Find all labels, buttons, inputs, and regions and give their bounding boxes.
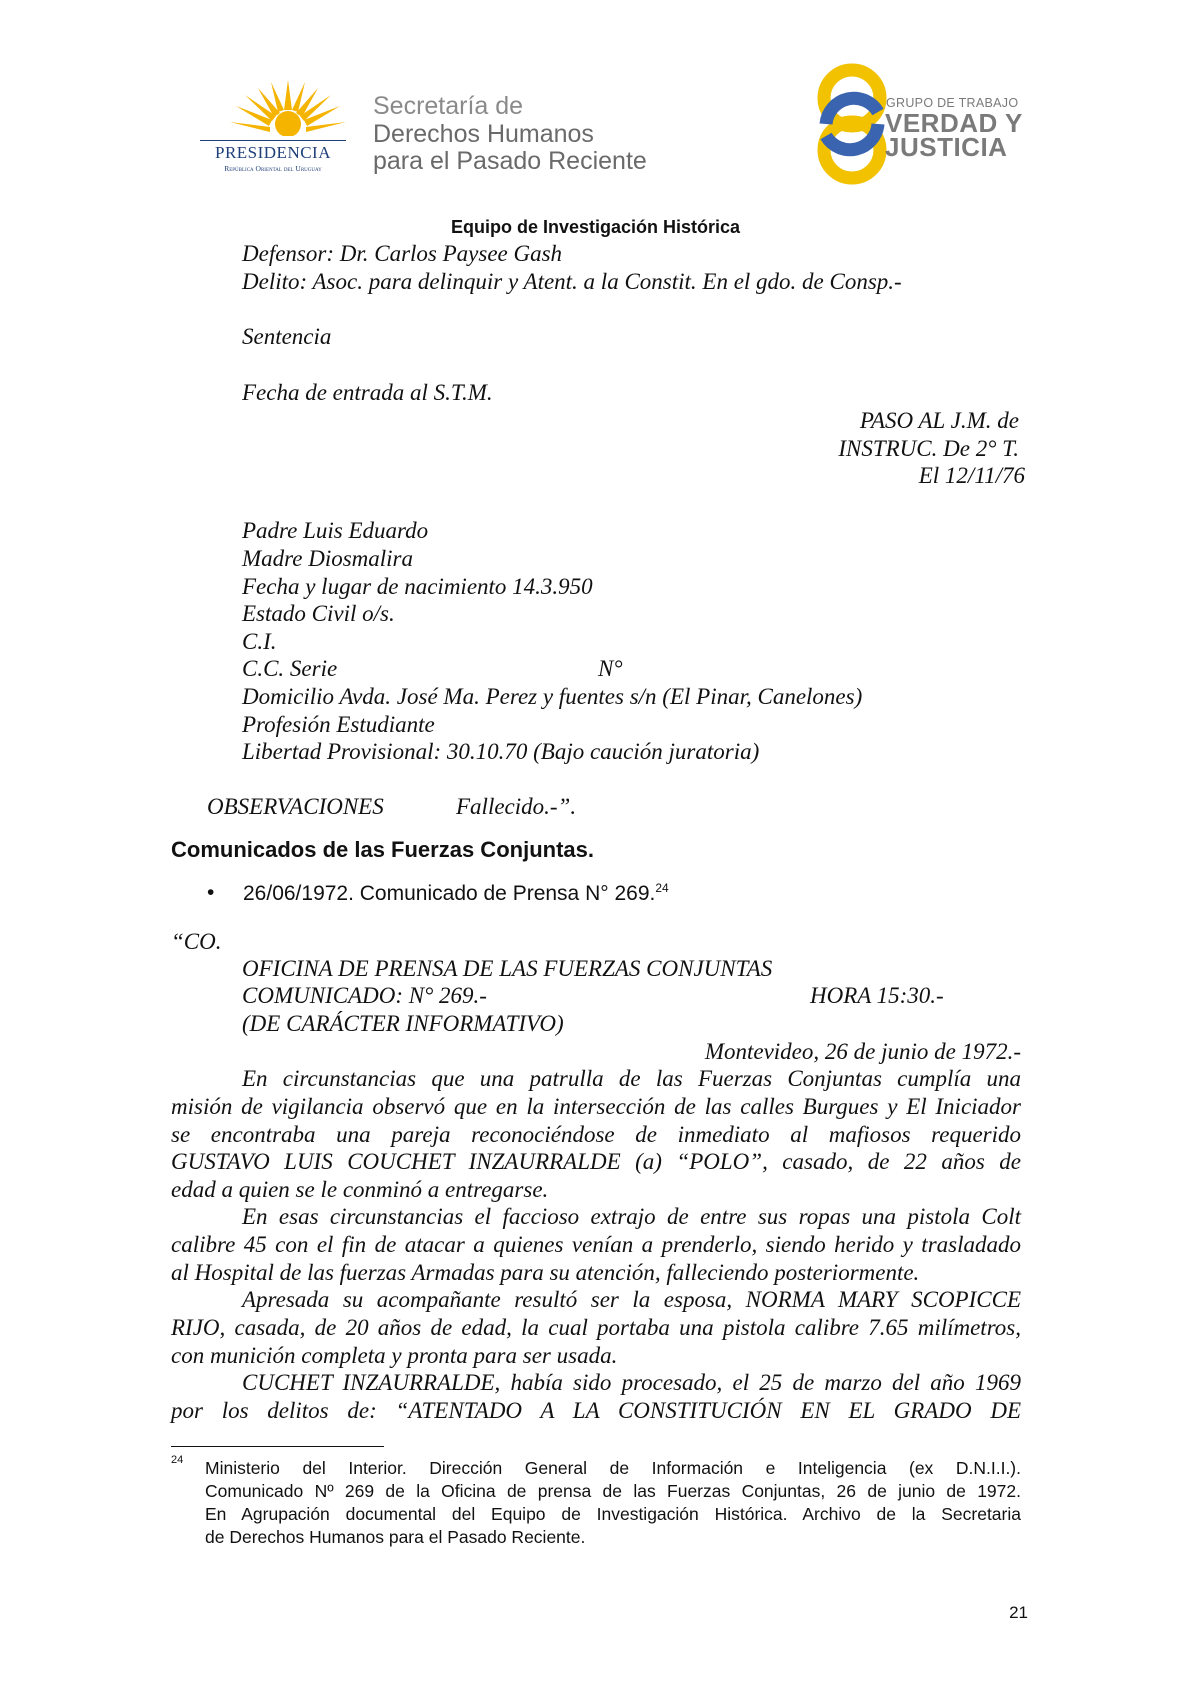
footnote-line-3: En Agrupación documental del Equipo de Investigación Histórica. Archivo de la Secretaria: [205, 1504, 1021, 1524]
lugar-fecha-line: Montevideo, 26 de junio de 1972.-: [704, 1039, 1021, 1064]
p3-line-3: con munición completa y pronta para ser usada.: [171, 1343, 618, 1368]
sentencia-line: Sentencia: [242, 324, 332, 349]
p1-line-1: En circunstancias que una patrulla de las Fuerzas Conjuntas cumplía una: [242, 1066, 1021, 1091]
secretaria-line-2: Derechos Humanos: [373, 120, 594, 148]
cc-serie-line: C.C. Serie: [242, 656, 338, 681]
p2-line-3: al Hospital de las fuerzas Armadas para su atención, falleciendo posteriormente.: [171, 1260, 920, 1285]
footnote-number: 24: [171, 1454, 184, 1466]
presidencia-label: PRESIDENCIA: [214, 143, 331, 162]
paso-line-1: PASO AL J.M. de: [859, 408, 1019, 433]
p4-line-1: CUCHET INZAURRALDE, había sido procesado, el 25 de marzo del año 1969: [242, 1370, 1021, 1395]
ci-line: C.I.: [242, 629, 277, 654]
oficina-line: OFICINA DE PRENSA DE LAS FUERZAS CONJUNTAS: [242, 956, 773, 981]
p1-line-2: misión de vigilancia observó que en la intersección de las calles Burgues y El Iniciador: [171, 1094, 1021, 1119]
caracter-line: (DE CARÁCTER INFORMATIVO): [242, 1011, 564, 1036]
bullet-text: 26/06/1972. Comunicado de Prensa N° 269.: [243, 882, 656, 905]
bullet-item: [243, 881, 669, 906]
defensor-line: Defensor: Dr. Carlos Paysee Gash: [242, 241, 563, 266]
padre-line: Padre Luis Eduardo: [242, 518, 429, 543]
p3-line-1: Apresada su acompañante resultó ser la esposa, NORMA MARY SCOPICCE: [242, 1287, 1021, 1312]
secretaria-line-3: para el Pasado Reciente: [373, 147, 647, 175]
p1-line-3: se encontraba una pareja reconociéndose de inmediato al mafiosos requerido: [171, 1122, 1021, 1147]
grupo-line-3: JUSTICIA: [885, 132, 1008, 162]
footnote-separator: [171, 1446, 384, 1447]
p1-line-5: edad a quien se le conminó a entregarse.: [171, 1177, 549, 1202]
domicilio-line: Domicilio Avda. José Ma. Perez y fuentes s/n (El Pinar, Canelones): [242, 684, 863, 709]
presidencia-underline: [200, 140, 346, 141]
p4-line-2: por los delitos de: “ATENTADO A LA CONSTITUCIÓN EN EL GRADO DE: [171, 1398, 1021, 1423]
delito-line: Delito: Asoc. para delinquir y Atent. a la Constit. En el gdo. de Consp.-: [242, 269, 902, 294]
comunicado-numero: COMUNICADO: N° 269.-: [242, 983, 487, 1008]
cc-numero: N°: [598, 656, 623, 681]
paso-line-2: INSTRUC. De 2° T.: [838, 436, 1019, 461]
p2-line-2: calibre 45 con el fin de atacar a quienes venían a prenderlo, siendo herido y trasladado: [171, 1232, 1021, 1257]
page-number: 21: [1009, 1603, 1028, 1622]
nacimiento-line: Fecha y lugar de nacimiento 14.3.950: [242, 574, 593, 599]
equipo-title: Equipo de Investigación Histórica: [450, 217, 741, 237]
section-title: Comunicados de las Fuerzas Conjuntas.: [171, 837, 594, 862]
footnote-line-2: Comunicado Nº 269 de la Oficina de prensa de las Fuerzas Conjuntas, 26 de junio de 1972.: [205, 1481, 1021, 1501]
secretaria-line-1: Secretaría de: [373, 92, 524, 120]
profesion-line: Profesión Estudiante: [242, 712, 435, 737]
paso-line-3: El 12/11/76: [918, 463, 1025, 488]
verdad-justicia-rings-icon: [808, 62, 896, 186]
grupo-line-2: VERDAD Y: [885, 108, 1023, 138]
footnote-line-1: Ministerio del Interior. Dirección General de Información e Inteligencia (ex D.N.I.I.).: [205, 1458, 1021, 1478]
sun-logo-icon: [228, 80, 348, 142]
republica-label: República Oriental del Uruguay: [224, 164, 322, 173]
grupo-line-1: GRUPO DE TRABAJO: [886, 96, 1019, 110]
libertad-line: Libertad Provisional: 30.10.70 (Bajo caución juratoria): [242, 739, 760, 764]
observaciones-value: Fallecido.-”.: [456, 794, 577, 819]
bullet-marker: •: [207, 881, 215, 904]
estado-civil-line: Estado Civil o/s.: [242, 601, 395, 626]
madre-line: Madre Diosmalira: [242, 546, 414, 571]
fecha-entrada-line: Fecha de entrada al S.T.M.: [242, 380, 493, 405]
footnote-ref: 24: [655, 881, 669, 895]
co-line: “CO.: [171, 929, 222, 954]
observaciones-label: OBSERVACIONES: [207, 794, 384, 819]
footnote-line-4: de Derechos Humanos para el Pasado Reciente.: [205, 1527, 586, 1547]
comunicado-hora: HORA 15:30.-: [810, 983, 944, 1008]
p1-line-4: GUSTAVO LUIS COUCHET INZAURRALDE (a) “POLO”, casado, de 22 años de: [171, 1149, 1021, 1174]
p3-line-2: RIJO, casada, de 20 años de edad, la cual portaba una pistola calibre 7.65 milímetros,: [171, 1315, 1021, 1340]
p2-line-1: En esas circunstancias el faccioso extrajo de entre sus ropas una pistola Colt: [242, 1204, 1021, 1229]
